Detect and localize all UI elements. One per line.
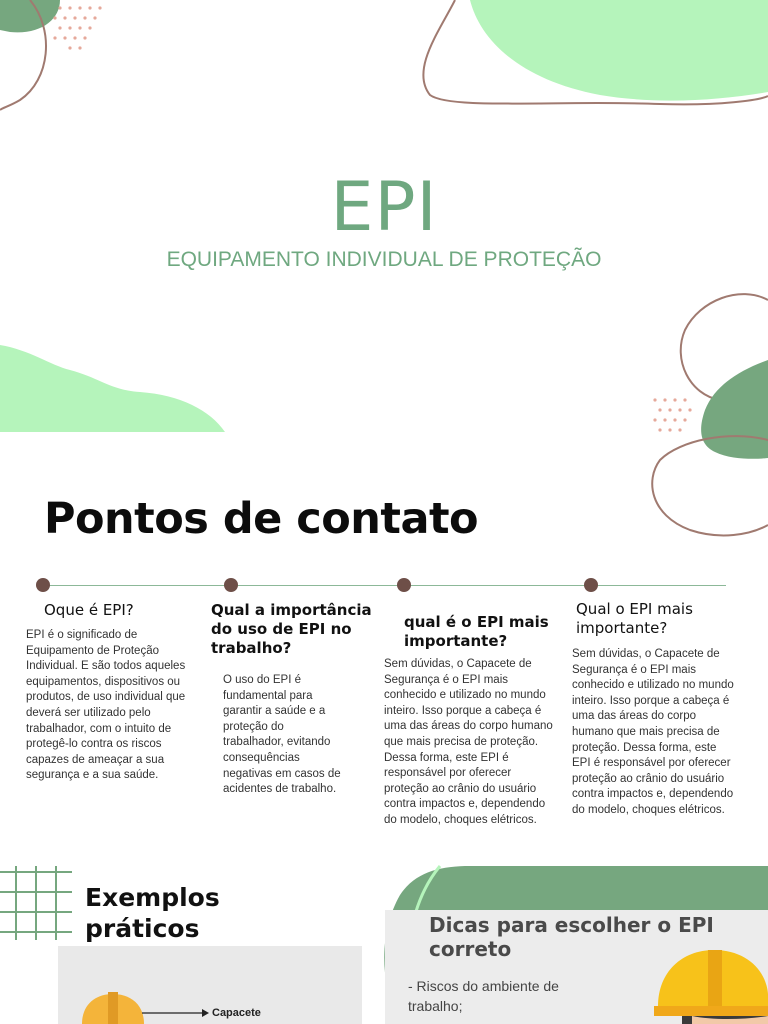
blob-top-left xyxy=(0,0,60,32)
exemplos-title-line1: Exemplos xyxy=(85,883,220,912)
blob-right-middle xyxy=(701,360,768,459)
capacete-label: Capacete xyxy=(212,1007,261,1019)
exemplos-title-line2: práticos xyxy=(85,914,200,943)
dots-right-middle xyxy=(653,398,691,431)
cover-title: EPI xyxy=(330,168,438,247)
dicas-title: Dicas para escolher o EPI correto xyxy=(429,913,714,961)
pontos-title: Pontos de contato xyxy=(44,494,479,544)
column-3-text: Sem dúvidas, o Capacete de Segurança é o EPI mais conhecido e utilizado no mundo inteiro. Isso porque a cabeça é uma das áreas do corpo humano que mais precisa de proteção. Dessa forma, este EPI é responsável por oferecer proteção ao crânio do usuário contra impactos e, dependendo do modelo, choques elétricos. xyxy=(384,658,553,826)
worker-helmet-icon xyxy=(652,944,768,1024)
dicas-item-1: - Riscos do ambiente de trabalho; xyxy=(408,978,559,1014)
arrow-right-icon xyxy=(142,1008,210,1018)
grid-decoration xyxy=(0,866,72,940)
column-2-heading: Qual a importância do uso de EPI no trabalho? xyxy=(211,601,372,657)
exemplos-title xyxy=(85,882,220,944)
blob-top-right xyxy=(470,0,768,101)
blob-left-middle xyxy=(0,345,225,432)
timeline-line xyxy=(44,585,726,586)
timeline-dot-2 xyxy=(224,578,238,592)
column-1-text: EPI é o significado de Equipamento de Proteção Individual. E são todos aqueles equipamentos, dispositivos ou produtos, de uso individual que deverá ser utilizado pelo trabalhador, com o intuito de protegê-lo contra os riscos capazes de ameaçar a sua segurança e a sua saúde. xyxy=(26,629,186,782)
safety-helmet-icon xyxy=(78,990,148,1024)
column-4-heading: Qual o EPI mais importante? xyxy=(576,600,693,637)
timeline-dot-3 xyxy=(397,578,411,592)
dots-top-left xyxy=(53,6,101,49)
timeline-dot-4 xyxy=(584,578,598,592)
column-3-heading: qual é o EPI mais importante? xyxy=(404,613,549,650)
column-2-text: O uso do EPI é fundamental para garantir a saúde e a proteção do trabalhador, evitando consequências negativas em casos de acidentes de trabalho. xyxy=(223,674,341,796)
cover-subtitle: EQUIPAMENTO INDIVIDUAL DE PROTEÇÃO xyxy=(166,248,602,271)
column-4-text: Sem dúvidas, o Capacete de Segurança é o EPI mais conhecido e utilizado no mundo inteiro. Isso porque a cabeça é uma das áreas do corpo humano que mais precisa de proteção. Dessa forma, este EPI é responsável por oferecer proteção ao crânio do usuário contra impactos e, dependendo do modelo, choques elétricos. xyxy=(572,648,734,816)
column-1-heading: Oque é EPI? xyxy=(44,601,134,619)
timeline-dot-1 xyxy=(36,578,50,592)
